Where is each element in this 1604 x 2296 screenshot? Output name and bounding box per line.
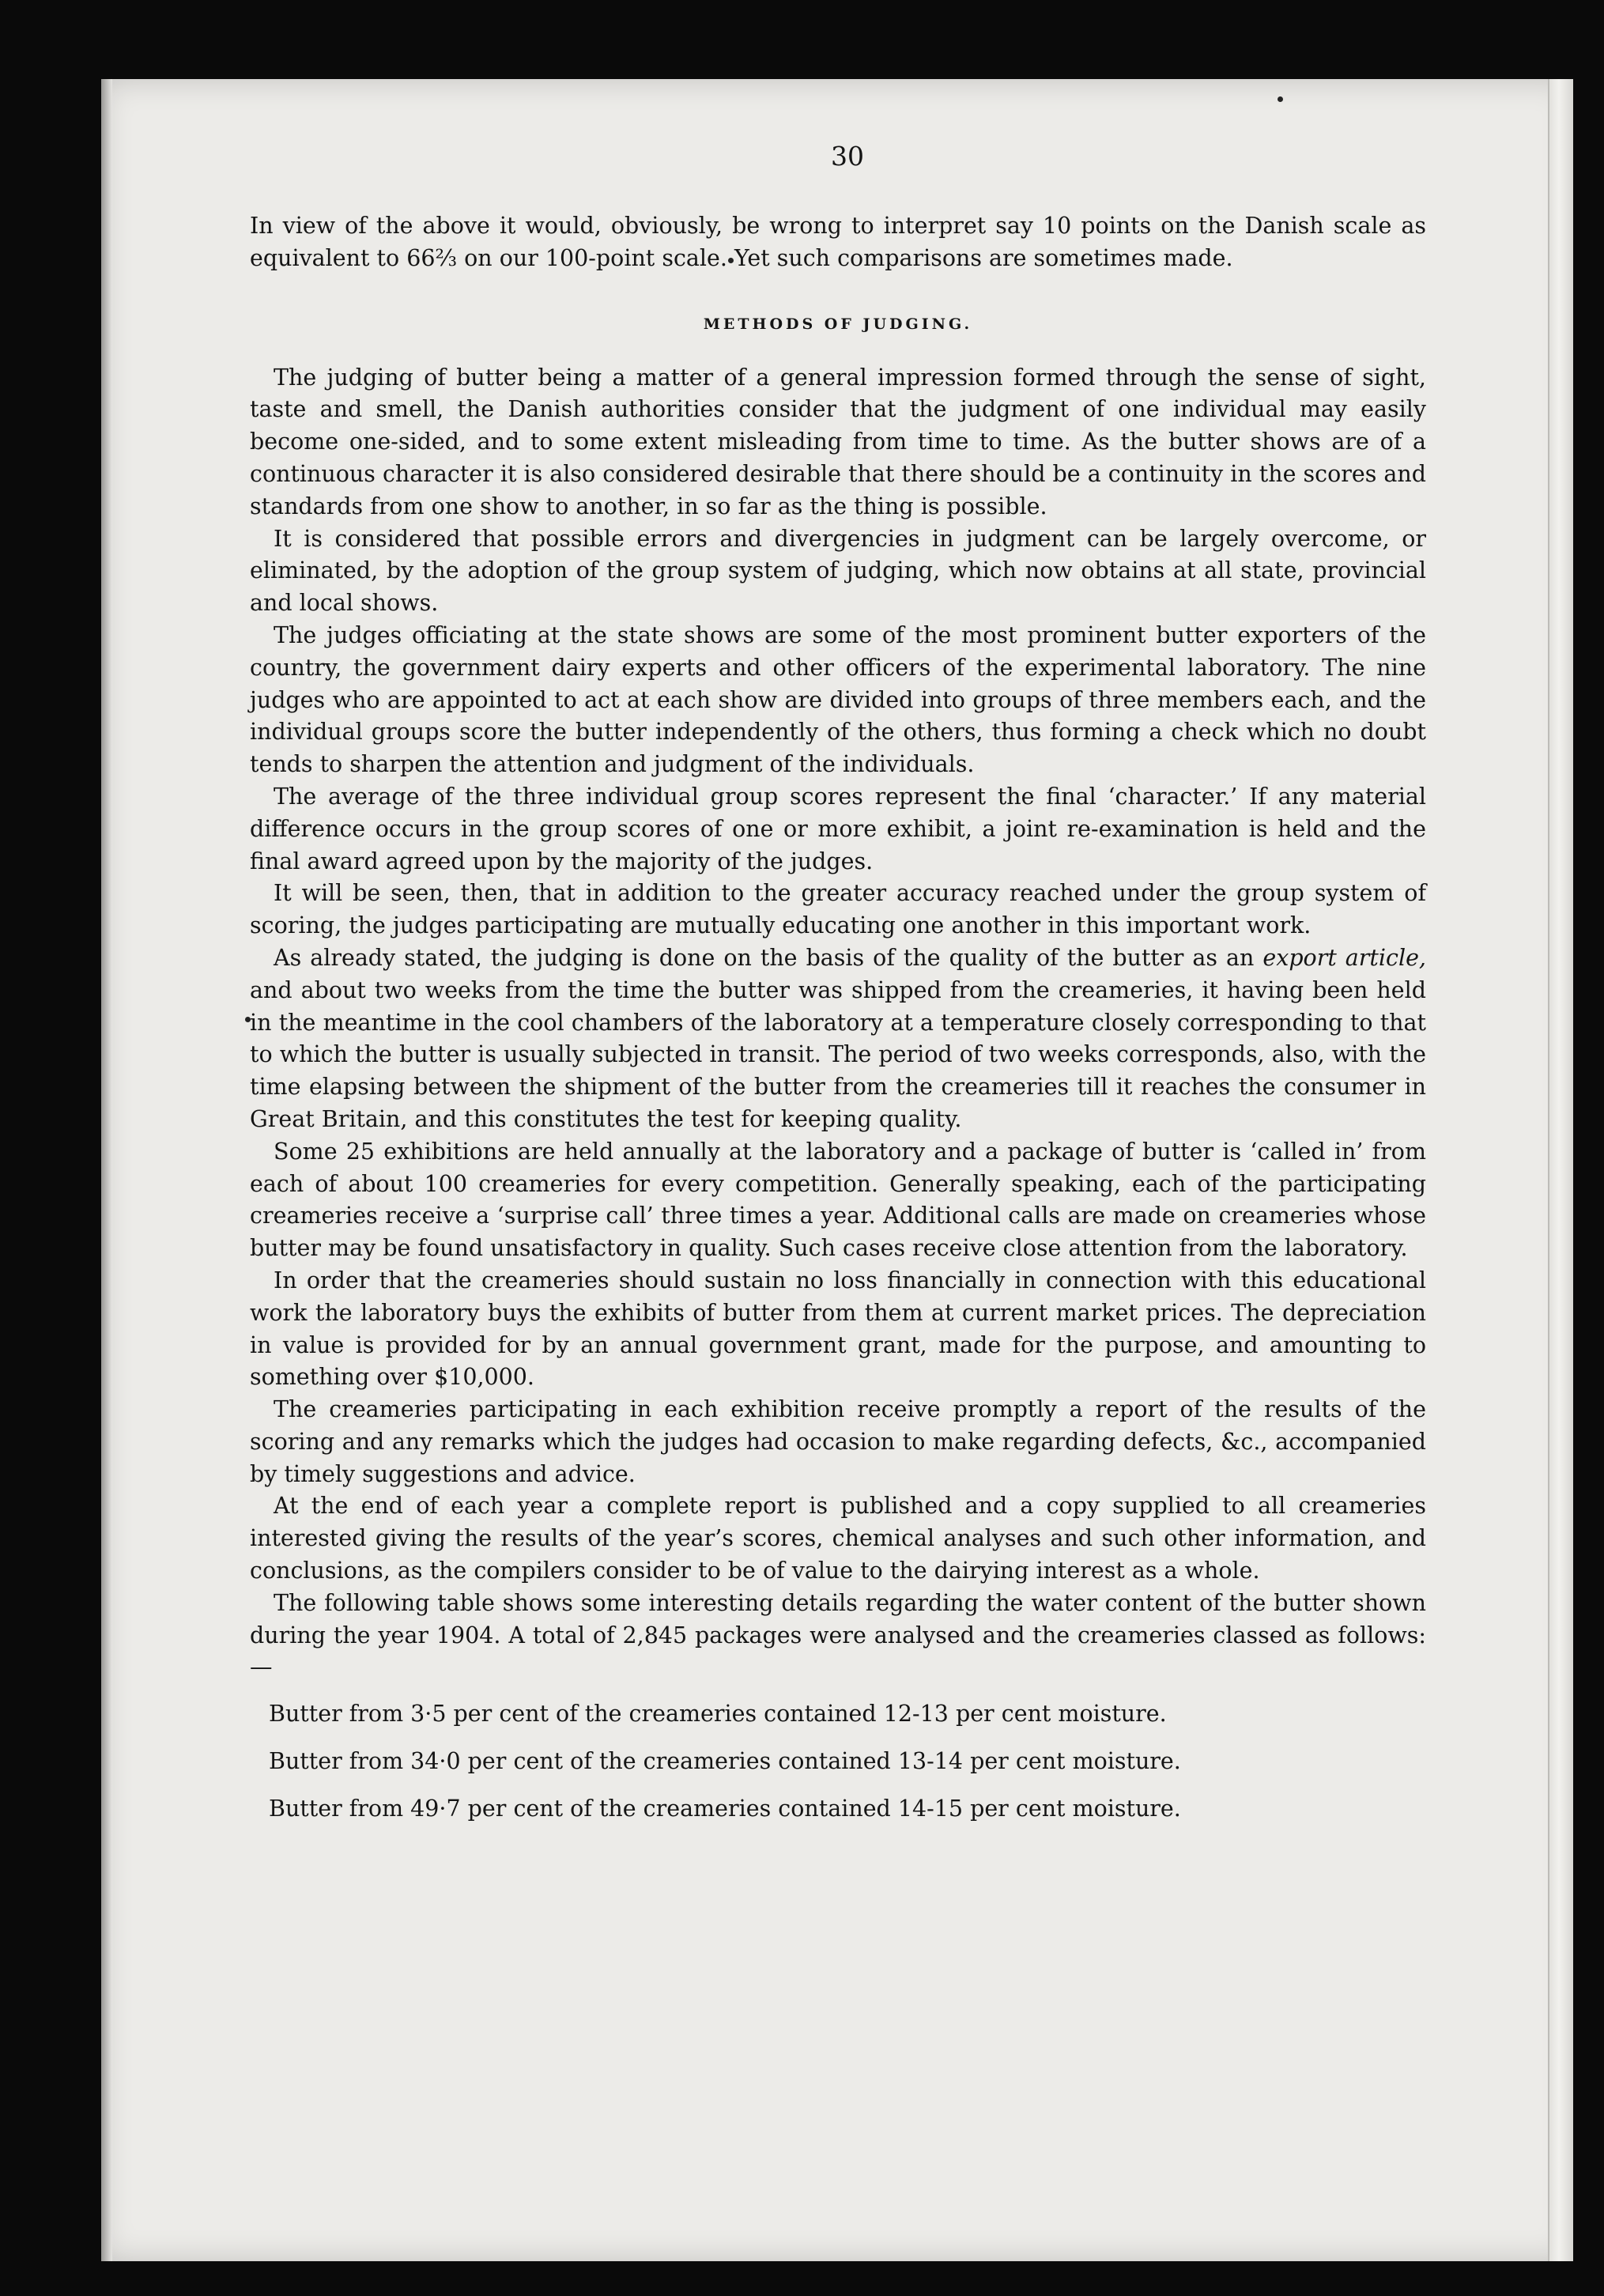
moisture-line: Butter from 49·7 per cent of the creameries contained 14-15 per cent moisture.	[269, 1796, 1181, 1822]
paragraph-errors: It is considered that possible errors and divergencies in judgment can be largely overcome, or eliminated, by the adoption of the group system of judging, which now obtains at all state, provincial and local shows.	[250, 525, 1426, 617]
page-number: 30	[831, 141, 864, 172]
paragraph-reports: The creameries participating in each exhibition receive promptly a report of the results of the scoring and any remarks which the judges had occasion to make regarding defects, &c., accompanied by timely suggestions and advice.	[250, 1396, 1426, 1487]
paragraph-annual-report: At the end of each year a complete report is published and a copy supplied to all creameries interested giving the results of the year’s scores, chemical analyses and such other information, and conclusions, as the compilers consider to be of value to the dairying interest as a whole.	[250, 1493, 1426, 1584]
moisture-line: Butter from 3·5 per cent of the creameries contained 12-13 per cent moisture.	[269, 1701, 1167, 1728]
page-content	[250, 141, 1426, 1828]
moisture-line: Butter from 34·0 per cent of the creameries contained 13-14 per cent moisture.	[269, 1748, 1181, 1775]
paragraph-exhibitions: Some 25 exhibitions are held annually at the laboratory and a package of butter is ‘called in’ from each of about 100 creameries for every competition. Generally speaking, each of the participating creameries receive a ‘surprise call’ three times a year. Additional calls are made on creameries whose butter may be found unsatisfactory in quality. Such cases receive close attention from the laboratory.	[250, 1138, 1426, 1262]
stray-mark-top	[1278, 96, 1283, 102]
paragraph-average: The average of the three individual group scores represent the final ‘character.’ If any material difference occurs in the group scores of one or more exhibit, a joint re-examination is held and the final award agreed upon by the majority of the judges.	[250, 783, 1426, 874]
paragraph-export-article	[250, 942, 1426, 1136]
page-binding-shadow	[101, 79, 112, 2261]
page-right-edge	[1548, 79, 1573, 2261]
paragraph-group-system: It will be seen, then, that in addition to the greater accuracy reached under the group system of scoring, the judges participating are mutually educating one another in this important work.	[250, 880, 1426, 939]
section-heading: METHODS OF JUDGING.	[703, 315, 973, 333]
moisture-statistics	[250, 1695, 1426, 1828]
paragraph-judges: The judges officiating at the state shows are some of the most prominent butter exporters of the country, the government dairy experts and other officers of the experimental laboratory. The nine judges who are appointed to act at each show are divided into groups of three members each, and the individual groups score the butter independently of the others, thus forming a check which no doubt tends to sharpen the attention and judgment of the individuals.	[250, 621, 1426, 778]
opening-paragraph: In view of the above it would, obviously, be wrong to interpret say 10 points on the Danish scale as equivalent to 66⅔ on our 100-point scale. Yet such comparisons are sometimes made.	[250, 213, 1426, 271]
paragraph-table-intro: The following table shows some interesting details regarding the water content of the butter shown during the year 1904. A total of 2,845 packages were analysed and the creameries classed as follows:—	[250, 1589, 1426, 1681]
export-text-italic: export article,	[1262, 944, 1426, 971]
paragraph-finances: In order that the creameries should sustain no loss financially in connection with this educational work the laboratory buys the exhibits of butter from them at current market prices. The depreciation in value is provided for by an annual government grant, made for the purpose, and amounting to something over $10,000.	[250, 1267, 1426, 1391]
paragraph-judging: The judging of butter being a matter of a general impression formed through the sense of sight, taste and smell, the Danish authorities consider that the judgment of one individual may easily become one-sided, and to some extent misleading from time to time. As the butter shows are of a continuous character it is also considered desirable that there should be a continuity in the scores and standards from one show to another, in so far as the thing is possible.	[250, 364, 1427, 519]
export-text-after: and about two weeks from the time the butter was shipped from the creameries, it having been held in the meantime in the cool chambers of the laboratory at a temperature closely corresponding to that to which the butter is usually subjected in transit. The period of two weeks corresponds, also, with the time elapsing between the shipment of the butter from the creameries till it reaches the consumer in Great Britain, and this constitutes the test for keeping quality.	[250, 976, 1426, 1132]
export-text-before: As already stated, the judging is done on the basis of the quality of the butter as an	[274, 944, 1263, 971]
